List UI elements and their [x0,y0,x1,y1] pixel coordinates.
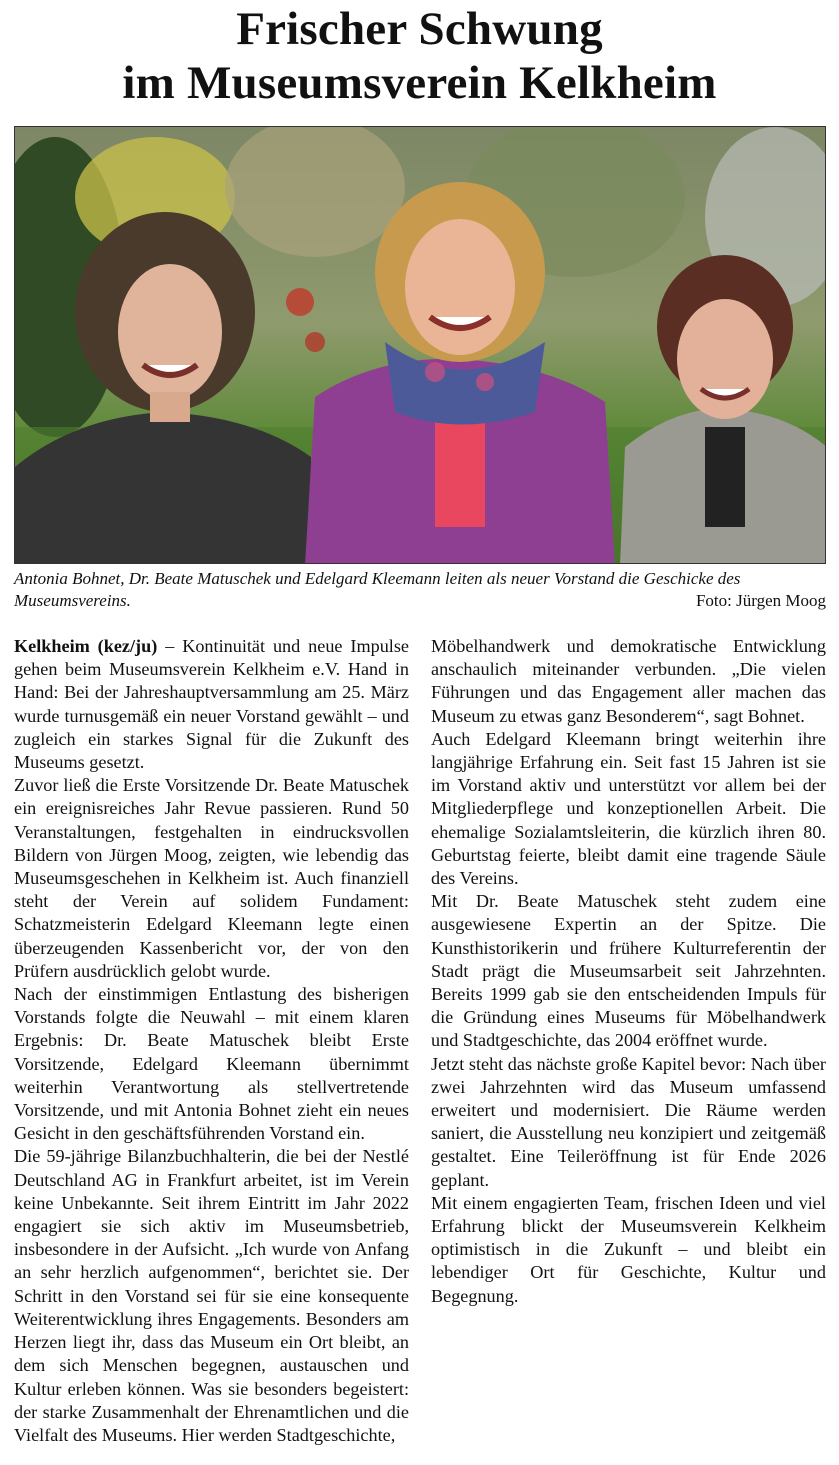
article-paragraph-2: Zuvor ließ die Erste Vorsitzende Dr. Beate Matuschek ein ereignisreiches Jahr Revue passieren. Rund 50 Veranstaltungen, festgehalten in eindrucksvollen Bildern von Jürgen Moog, zeigten, wie lebendig das Museumsgeschehen in Kelkheim ist. Auch finanziell steht der Verein auf solidem Fundament: Schatzmeisterin Edelgard Kleemann legte einen überzeugenden Kassenbericht vor, der von den Prüfern ausdrücklich gelobt wurde. [14,775,409,981]
article-paragraph-1-text: – Kontinuität und neue Impulse gehen beim Museumsverein Kelkheim e.V. Hand in Hand: Bei der Jahreshauptversammlung am 25. März wurde turnusgemäß ein neuer Vorstand gewählt – und zugleich ein starkes Signal für die Zukunft des Museums gesetzt. [14,636,409,773]
article-paragraph-7: Jetzt steht das nächste große Kapitel bevor: Nach über zwei Jahrzehnten wird das Museum umfassend erweitert und modernisiert. Die Räume werden saniert, die Ausstellung neu konzipiert und zeitgemäß gestaltet. Eine Teileröffnung ist für Ende 2026 geplant. [431,1053,826,1190]
article-paragraph-6: Mit Dr. Beate Matuschek steht zudem eine ausgewiesene Expertin an der Spitze. Die Kunsthistorikerin und frühere Kulturreferentin der Stadt prägt die Museumsarbeit seit Jahrzehnten. Bereits 1999 gab sie den entscheidenden Impuls für die Gründung eines Museums für Möbelhandwerk und Stadtgeschichte, das 2004 eröffnet wurde. [431,891,826,1051]
article-paragraph-3: Nach der einstimmigen Entlastung des bisherigen Vorstands folgte die Neuwahl – mit einem klaren Ergebnis: Dr. Beate Matuschek bleibt Erste Vorsitzende, Edelgard Kleemann übernimmt weiterhin Verantwortung als stellvertretende Vorsitzende, und mit Antonia Bohnet zieht ein neues Gesicht in den geschäftsführenden Vorstand ein. [14,984,409,1144]
article-paragraph-4: Die 59-jährige Bilanzbuchhalterin, die bei der Nestlé Deutschland AG in Frankfurt arbeitet, ist im Verein keine Unbekannte. Seit ihrem Eintritt im Jahr 2022 engagiert sie sich aktiv im Museumsbetrieb, insbesondere in der Aufsicht. „Ich wurde von Anfang an sehr herzlich aufgenommen“, berichtet sie. Der Schritt in den Vorstand sei für sie eine konsequente Weiterentwicklung ihres Engagements. Besonders am Herzen liegt ihr, dass das Museum ein Ort bleibt, an dem sich Menschen begegnen, austauschen und Kultur erleben können. Was sie besonders begeistert: der starke Zusammenhalt der Ehrenamtlichen und die Vielfalt des Museums. Hier werden Stadtgeschichte, [14,1146,409,1445]
headline [0,2,839,110]
dateline: Kelkheim (kez/ju) [14,636,158,656]
photo-credit: Foto: Jürgen Moog [695,591,826,610]
article-paragraph-1 [14,635,409,774]
group-photo [14,126,826,564]
article-paragraph-8: Mit einem engagierten Team, frischen Ideen und viel Erfahrung blickt der Museumsverein Kelkheim optimistisch in die Zukunft – und bleibt ein lebendiger Ort für Geschichte, Kultur und Begegnung. [431,1192,826,1306]
article-column-left [14,635,409,1447]
article-paragraph-5: Auch Edelgard Kleemann bringt weiterhin ihre langjährige Erfahrung ein. Seit fast 15 Jahren ist sie im Vorstand aktiv und unterstützt vor allem bei der Mitgliederpflege und konzeptionellen Arbeit. Die ehemalige Sozialamtsleiterin, die kürzlich ihren 80. Geburtstag feierte, bleibt damit eine tragende Säule des Vereins. [431,728,826,889]
article-paragraph-4-continued: Möbelhandwerk und demokratische Entwicklung anschaulich miteinander verbunden. „Die vielen Führungen und das Engagement aller machen das Museum zu etwas ganz Besonderem“, sagt Bohnet. [431,636,826,726]
article-column-right [431,635,826,1308]
headline-line-1: Frischer Schwung [236,3,603,55]
photo-caption: Antonia Bohnet, Dr. Beate Matuschek und Edelgard Kleemann leiten als neuer Vorstand die Geschicke des Museumsvereins. [14,569,741,610]
headline-line-2: im Museumsverein Kelkheim [122,57,717,109]
